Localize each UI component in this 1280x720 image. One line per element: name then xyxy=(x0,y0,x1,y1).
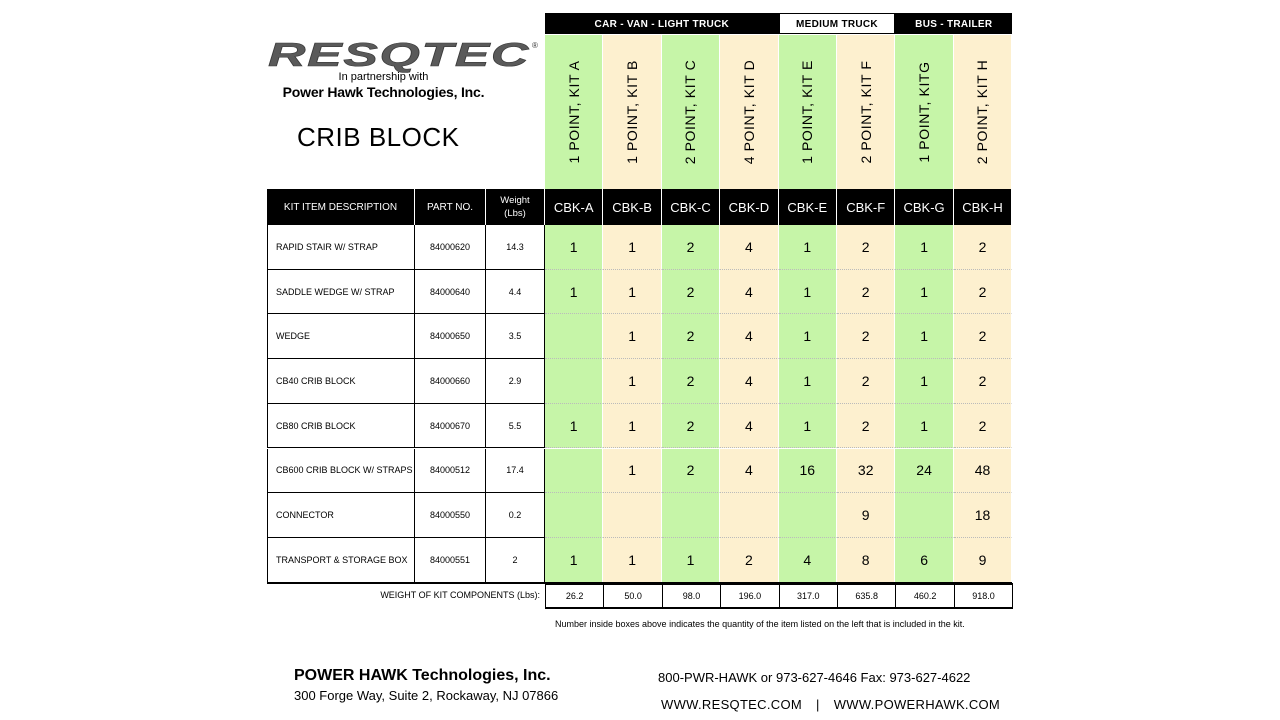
qty-cell: 1 xyxy=(603,314,661,359)
kit-code: CBK-H xyxy=(954,189,1012,225)
kit-name: 1 POINT, KITG xyxy=(916,61,933,163)
qty-cell: 4 xyxy=(720,359,778,404)
item-weight: 3.5 xyxy=(486,314,545,359)
qty-cell: 1 xyxy=(895,359,953,404)
qty-cell: 4 xyxy=(720,314,778,359)
qty-cell: 1 xyxy=(545,404,603,449)
item-part-no: 84000550 xyxy=(415,493,486,538)
qty-cell xyxy=(895,493,953,538)
item-description: TRANSPORT & STORAGE BOX xyxy=(267,538,415,583)
qty-cell: 1 xyxy=(603,270,661,315)
qty-cell: 1 xyxy=(779,359,837,404)
footer-company: POWER HAWK Technologies, Inc. xyxy=(294,667,551,684)
qty-cell: 16 xyxy=(779,449,837,494)
item-description: SADDLE WEDGE W/ STRAP xyxy=(267,270,415,315)
qty-cell: 18 xyxy=(954,493,1012,538)
qty-cell: 2 xyxy=(837,404,895,449)
qty-cell xyxy=(662,493,720,538)
qty-cell: 6 xyxy=(895,538,953,583)
kit-total-weight: 918.0 xyxy=(954,583,1013,609)
qty-cell: 48 xyxy=(954,449,1012,494)
qty-cell: 2 xyxy=(954,404,1012,449)
qty-cell: 1 xyxy=(779,404,837,449)
svg-text:RESQTEC: RESQTEC xyxy=(268,36,531,73)
qty-cell xyxy=(545,449,603,494)
qty-cell: 1 xyxy=(545,225,603,270)
svg-text:®: ® xyxy=(532,41,538,50)
kit-name-cell xyxy=(895,35,953,189)
qty-cell: 4 xyxy=(720,449,778,494)
kit-name: 1 POINT, KIT A xyxy=(565,60,582,164)
item-description: CB80 CRIB BLOCK xyxy=(267,404,415,449)
header-weight-weight_line1: Weight xyxy=(500,195,530,206)
kit-name-cell xyxy=(954,35,1012,189)
qty-cell: 2 xyxy=(954,359,1012,404)
kit-total-weight: 635.8 xyxy=(837,583,896,609)
item-part-no: 84000650 xyxy=(415,314,486,359)
kit-code: CBK-F xyxy=(837,189,895,225)
kit-total-weight: 196.0 xyxy=(720,583,779,609)
item-description: WEDGE xyxy=(267,314,415,359)
kit-total-weight: 317.0 xyxy=(779,583,838,609)
qty-cell: 1 xyxy=(603,449,661,494)
header-weight xyxy=(486,189,545,225)
totals-label: WEIGHT OF KIT COMPONENTS (Lbs): xyxy=(380,590,540,600)
qty-cell: 24 xyxy=(895,449,953,494)
group-header: CAR - VAN - LIGHT TRUCK xyxy=(545,13,779,34)
qty-cell: 1 xyxy=(779,270,837,315)
item-weight: 4.4 xyxy=(486,270,545,315)
item-part-no: 84000660 xyxy=(415,359,486,404)
kit-total-weight: 26.2 xyxy=(545,583,604,609)
quantity-note: Number inside boxes above indicates the quantity of the item listed on the left that is included in the kit. xyxy=(555,619,965,629)
qty-cell: 2 xyxy=(720,538,778,583)
qty-cell: 1 xyxy=(603,538,661,583)
kit-name-cell xyxy=(779,35,837,189)
kit-name-cell xyxy=(545,35,603,189)
group-header: BUS - TRAILER xyxy=(895,13,1012,34)
qty-cell: 2 xyxy=(837,359,895,404)
item-weight: 2 xyxy=(486,538,545,583)
item-weight: 14.3 xyxy=(486,225,545,270)
kit-code: CBK-D xyxy=(720,189,778,225)
header-weight-weight_line2: (Lbs) xyxy=(504,208,526,219)
qty-cell: 1 xyxy=(545,538,603,583)
item-part-no: 84000512 xyxy=(415,449,486,494)
footer-phone: 800-PWR-HAWK or 973-627-4646 Fax: 973-627-4622 xyxy=(658,670,971,685)
qty-cell: 2 xyxy=(954,270,1012,315)
qty-cell: 1 xyxy=(545,270,603,315)
qty-cell: 1 xyxy=(895,404,953,449)
qty-cell: 2 xyxy=(837,270,895,315)
header-part-no: PART NO. xyxy=(415,189,486,225)
qty-cell: 2 xyxy=(662,225,720,270)
kit-code: CBK-E xyxy=(779,189,837,225)
qty-cell: 4 xyxy=(720,225,778,270)
qty-cell: 2 xyxy=(662,359,720,404)
item-description: CB40 CRIB BLOCK xyxy=(267,359,415,404)
item-description: RAPID STAIR W/ STRAP xyxy=(267,225,415,270)
qty-cell: 2 xyxy=(954,314,1012,359)
kit-total-weight: 50.0 xyxy=(603,583,662,609)
partner-line: In partnership with xyxy=(338,71,429,83)
qty-cell xyxy=(545,359,603,404)
qty-cell: 32 xyxy=(837,449,895,494)
qty-cell: 1 xyxy=(603,225,661,270)
qty-cell: 9 xyxy=(837,493,895,538)
kit-name-cell xyxy=(662,35,720,189)
item-part-no: 84000640 xyxy=(415,270,486,315)
qty-cell: 2 xyxy=(662,314,720,359)
item-weight: 17.4 xyxy=(486,449,545,494)
kit-code: CBK-G xyxy=(895,189,953,225)
header-description: KIT ITEM DESCRIPTION xyxy=(267,189,415,225)
qty-cell: 2 xyxy=(837,314,895,359)
item-description: CB600 CRIB BLOCK W/ STRAPS xyxy=(267,449,415,494)
footer-websites xyxy=(661,697,1000,712)
item-part-no: 84000551 xyxy=(415,538,486,583)
page-title: CRIB BLOCK xyxy=(297,122,460,152)
qty-cell xyxy=(545,314,603,359)
qty-cell: 2 xyxy=(837,225,895,270)
qty-cell: 4 xyxy=(720,404,778,449)
qty-cell xyxy=(603,493,661,538)
kit-name: 2 POINT, KIT C xyxy=(682,59,699,165)
qty-cell: 1 xyxy=(895,225,953,270)
qty-cell: 1 xyxy=(662,538,720,583)
footer-separator: | xyxy=(816,697,820,712)
qty-cell: 2 xyxy=(662,449,720,494)
item-part-no: 84000670 xyxy=(415,404,486,449)
qty-cell: 2 xyxy=(954,225,1012,270)
kit-name: 1 POINT, KIT B xyxy=(624,60,641,164)
kit-total-weight: 98.0 xyxy=(662,583,721,609)
partner-name: Power Hawk Technologies, Inc. xyxy=(282,84,485,100)
resqtec-link[interactable]: WWW.RESQTEC.COM xyxy=(661,697,802,712)
kit-code: CBK-B xyxy=(603,189,661,225)
qty-cell: 1 xyxy=(779,314,837,359)
item-weight: 2.9 xyxy=(486,359,545,404)
qty-cell xyxy=(720,493,778,538)
qty-cell: 4 xyxy=(779,538,837,583)
item-weight: 0.2 xyxy=(486,493,545,538)
partnership-text xyxy=(266,72,541,99)
footer-address: 300 Forge Way, Suite 2, Rockaway, NJ 07866 xyxy=(294,688,559,703)
qty-cell: 2 xyxy=(662,404,720,449)
qty-cell: 1 xyxy=(603,404,661,449)
kit-name-cell xyxy=(837,35,895,189)
kit-name-cell xyxy=(720,35,778,189)
qty-cell: 1 xyxy=(895,314,953,359)
qty-cell: 4 xyxy=(720,270,778,315)
item-part-no: 84000620 xyxy=(415,225,486,270)
qty-cell: 1 xyxy=(603,359,661,404)
kit-code: CBK-C xyxy=(662,189,720,225)
qty-cell: 9 xyxy=(954,538,1012,583)
qty-cell: 2 xyxy=(662,270,720,315)
kit-name: 2 POINT, KIT F xyxy=(857,60,874,164)
item-description: CONNECTOR xyxy=(267,493,415,538)
kit-name: 4 POINT, KIT D xyxy=(740,59,757,165)
kit-name: 1 POINT, KIT E xyxy=(799,60,816,164)
qty-cell: 1 xyxy=(779,225,837,270)
qty-cell: 8 xyxy=(837,538,895,583)
kit-code: CBK-A xyxy=(545,189,603,225)
qty-cell xyxy=(779,493,837,538)
group-header: MEDIUM TRUCK xyxy=(779,13,896,34)
kit-total-weight: 460.2 xyxy=(895,583,954,609)
kit-name: 2 POINT, KIT H xyxy=(974,59,991,165)
qty-cell xyxy=(545,493,603,538)
kit-name-cell xyxy=(603,35,661,189)
powerhawk-link[interactable]: WWW.POWERHAWK.COM xyxy=(833,697,1001,712)
item-weight: 5.5 xyxy=(486,404,545,449)
qty-cell: 1 xyxy=(895,270,953,315)
